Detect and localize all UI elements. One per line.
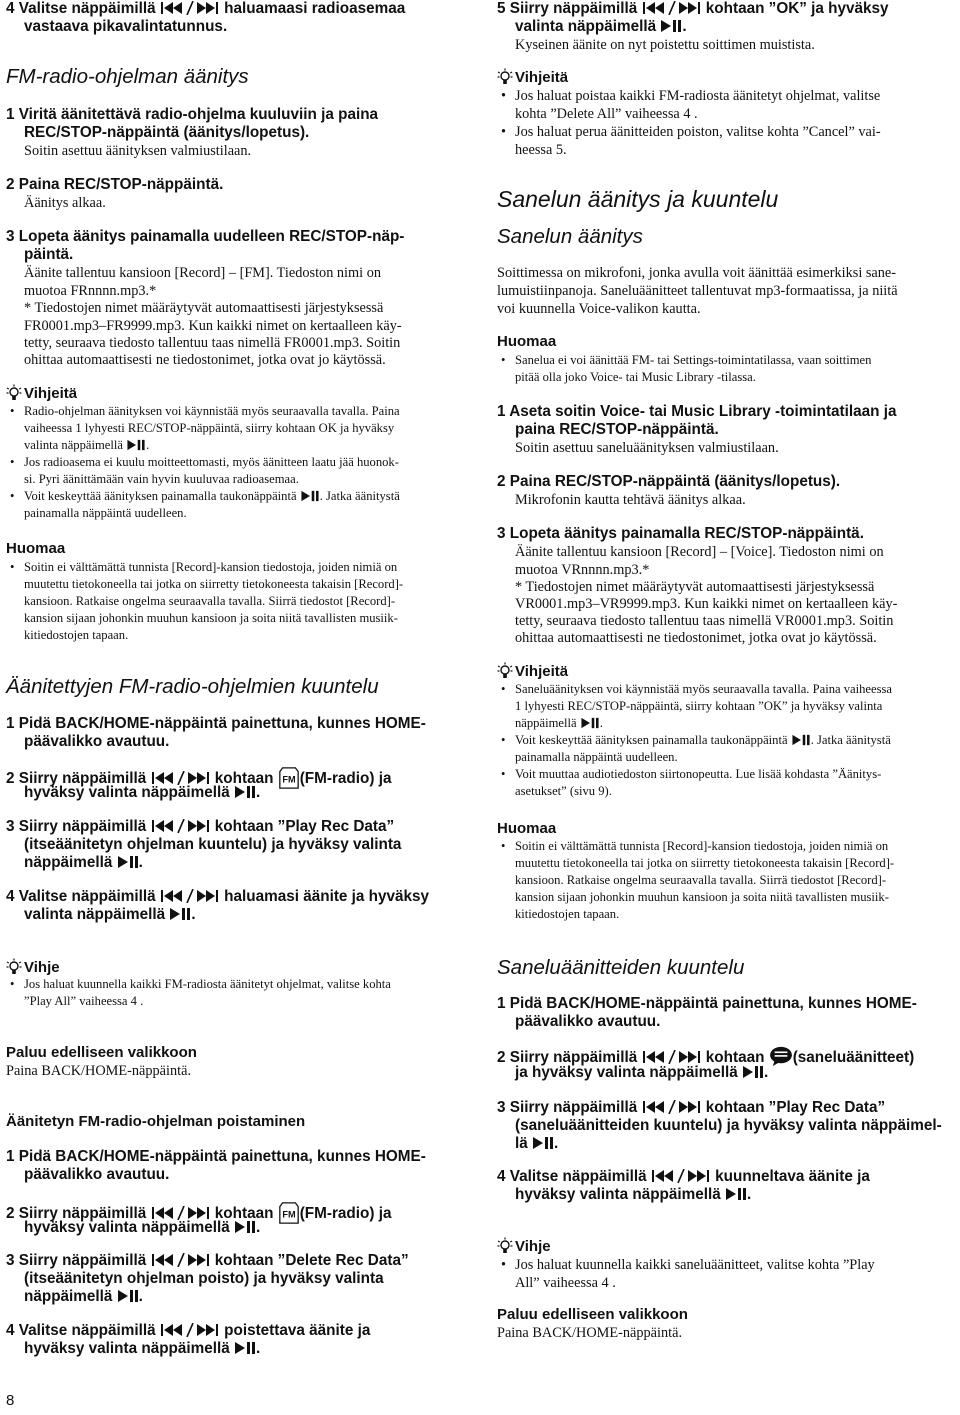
tip-label: Vihje — [515, 1238, 551, 1255]
skip-buttons-icon — [160, 889, 220, 903]
note-item — [6, 559, 468, 644]
page-number: 8 — [6, 1392, 15, 1409]
note-line: Soitin ei välttämättä tunnista [Record]-kansion tiedostoja, joiden nimiä on — [515, 839, 889, 853]
tip-line: asetukset” (sivu 9). — [515, 784, 612, 798]
step-text: hyväksy valinta näppäimellä — [24, 784, 235, 801]
note-line: kitiedostojen tapaan. — [515, 907, 620, 921]
tip-item — [497, 1256, 955, 1292]
step-text: 3 Siirry näppäimillä — [6, 1252, 151, 1269]
dict-listen-step-4 — [497, 1168, 955, 1186]
play-pause-icon — [126, 439, 146, 451]
section-title-dictation-listen: Saneluäänitteiden kuuntelu — [497, 956, 745, 979]
step-5-note: Kyseinen äänite on nyt poistettu soittimen muistista. — [515, 37, 815, 53]
fm-listen-step-3-continued: (itseäänitetyn ohjelman kuuntelu) ja hyväksy valinta — [24, 836, 402, 853]
tip-item — [497, 87, 955, 123]
note-line: muutettu tietokoneella tai jotka on siirretty tietokoneesta takaisin [Record]- — [24, 577, 404, 591]
fm-record-note-line: Äänite tallentuu kansioon [Record] – [FM]. Tiedoston nimi on — [24, 265, 381, 281]
step-text: . — [138, 1288, 143, 1305]
section-title-fm-delete: Äänitetyn FM-radio-ohjelman poistaminen — [6, 1113, 306, 1130]
step-text: haluamaasi radioasemaa — [219, 0, 406, 17]
step-text: . — [256, 784, 261, 801]
step-text: . — [747, 1186, 752, 1203]
tip-line: ”Play All” vaiheessa 4 . — [24, 994, 144, 1008]
tip-line: Jos radioasema ei kuulu moitteettomasti, myös äänitteen laatu jää huonok- — [24, 455, 399, 469]
tip-label: Vihje — [24, 959, 60, 976]
tip-line: kohta ”Delete All” vaiheessa 4 . — [515, 106, 698, 122]
step-text: ja hyväksy valinta näppäimellä — [515, 1064, 743, 1081]
note-line: Sanelua ei voi äänittää FM- tai Settings-toimintatilassa, vaan soittimen — [515, 353, 872, 367]
note-line: pitää olla joko Voice- tai Music Library -tilassa. — [515, 370, 756, 384]
tips-list — [6, 403, 468, 522]
back-heading: Paluu edelliseen valikkoon — [6, 1044, 197, 1061]
tip-line: Saneluäänityksen voi käynnistää myös seuraavalla tavalla. Paina vaiheessa — [515, 682, 892, 696]
tip-item — [6, 454, 468, 488]
step-text: kohtaan — [210, 1205, 278, 1222]
step-text: valinta näppäimellä — [24, 906, 170, 923]
step-text: 4 Valitse näppäimillä — [497, 1168, 651, 1185]
tip-line: valinta näppäimellä — [24, 438, 127, 452]
note-list — [6, 559, 468, 644]
step-text: näppäimellä — [24, 854, 117, 871]
note-item — [497, 838, 955, 923]
tips-list — [497, 681, 955, 800]
fm-delete-step-4-continued — [6, 1340, 468, 1358]
fm-delete-step-2-continued — [6, 1219, 468, 1237]
tip-line: 1 lyhyesti REC/STOP-näppäintä, siirry kohtaan ”OK” ja hyväksy valinta — [515, 699, 883, 713]
dictation-intro-line: Soittimessa on mikrofoni, jonka avulla voit äänittää esimerkiksi sane- — [497, 265, 897, 281]
step-text: 3 Siirry näppäimillä — [497, 1099, 642, 1116]
play-pause-icon — [117, 855, 139, 869]
step-5-ok — [497, 0, 955, 18]
tip-list — [6, 976, 468, 1010]
dictation-note-line: Äänite tallentuu kansioon [Record] – [Voice]. Tiedoston nimi on — [515, 544, 884, 560]
fm-record-step-1-continued: REC/STOP-näppäintä (äänitys/lopetus). — [24, 124, 310, 141]
step-text: . — [554, 1135, 559, 1152]
section-title-dictation: Sanelun äänitys ja kuuntelu — [497, 186, 779, 212]
note-line: kansioon. Ratkaise ongelma seuraavalla tavalla. Siirrä tiedostot [Record]- — [24, 594, 396, 608]
tip-line: . Jatka äänitystä — [319, 489, 400, 503]
step-text: kohtaan — [210, 770, 278, 787]
fm-record-step-3-continued: päintä. — [24, 246, 74, 263]
play-pause-icon — [300, 490, 320, 502]
dict-listen-step-2-continued — [497, 1064, 955, 1082]
tip-item — [497, 766, 955, 800]
dict-listen-step-1-continued: päävalikko avautuu. — [515, 1013, 661, 1030]
step-text: hyväksy valinta näppäimellä — [24, 1219, 235, 1236]
dict-listen-step-4-continued — [497, 1186, 955, 1204]
dictation-intro-line: voi kuunnella Voice-valikon kautta. — [497, 301, 701, 317]
step-text: kohtaan — [701, 1049, 769, 1066]
fm-delete-step-1: 1 Pidä BACK/HOME-näppäintä painettuna, kunnes HOME- — [6, 1148, 426, 1165]
fm-listen-step-1: 1 Pidä BACK/HOME-näppäintä painettuna, kunnes HOME- — [6, 715, 426, 732]
back-text: Paina BACK/HOME-näppäintä. — [6, 1063, 192, 1079]
step-text: kohtaan ”OK” ja hyväksy — [701, 0, 889, 17]
tip-heading — [6, 958, 60, 977]
step-text: haluamasi äänite ja hyväksy — [219, 888, 430, 905]
dictation-step-2: 2 Paina REC/STOP-näppäintä (äänitys/lopetus). — [497, 473, 841, 490]
play-pause-icon — [742, 1065, 764, 1079]
play-pause-icon — [725, 1187, 747, 1201]
tip-line: si. Pyri äänittämään vain hyvin kuuluvaa radioasemaa. — [24, 472, 299, 486]
dictation-note-line: muotoa VRnnnn.mp3.* — [515, 562, 650, 578]
tip-line: . Jatka äänitystä — [810, 733, 891, 747]
dictation-step-1-continued: paina REC/STOP-näppäintä. — [515, 421, 719, 438]
tip-line: Voit keskeyttää äänityksen painamalla taukonäppäintä — [24, 489, 300, 503]
tip-line: . — [599, 716, 603, 730]
step-text: lä — [515, 1135, 533, 1152]
lightbulb-icon — [497, 68, 513, 85]
fm-delete-step-3 — [6, 1252, 468, 1270]
tip-line: All” vaiheessa 4 . — [515, 1275, 616, 1291]
dict-listen-step-1: 1 Pidä BACK/HOME-näppäintä painettuna, kunnes HOME- — [497, 995, 917, 1012]
step-text: (FM-radio) ja — [299, 1205, 392, 1222]
note-list — [497, 352, 955, 386]
note-line: kansioon. Ratkaise ongelma seuraavalla tavalla. Siirrä tiedostot [Record]- — [515, 873, 887, 887]
step-text: . — [682, 18, 687, 35]
play-pause-icon — [532, 1136, 554, 1150]
tips-list — [497, 87, 955, 159]
tips-heading — [497, 68, 568, 87]
dictation-note-line: * Tiedostojen nimet määräytyvät automaattisesti järjestyksessä — [515, 579, 875, 595]
section-title-fm-listen: Äänitettyjen FM-radio-ohjelmien kuuntelu — [6, 675, 379, 698]
dict-listen-step-3-continued: (saneluäänitteiden kuuntelu) ja hyväksy valinta näppäimel- — [515, 1117, 942, 1134]
skip-buttons-icon — [642, 1, 702, 15]
play-pause-icon — [234, 1220, 256, 1234]
note-heading: Huomaa — [6, 540, 66, 557]
tip-heading — [497, 1237, 551, 1256]
step-text: . — [191, 906, 196, 923]
fm-delete-step-3-continued — [6, 1288, 468, 1306]
tip-line: Voit muuttaa audiotiedoston siirtonopeutta. Lue lisää kohdasta ”Äänitys- — [515, 767, 882, 781]
step-text: (saneluäänitteet) — [792, 1049, 915, 1066]
lightbulb-icon — [6, 958, 22, 975]
skip-buttons-icon — [651, 1169, 711, 1183]
dictation-step-2-note: Mikrofonin kautta tehtävä äänitys alkaa. — [515, 492, 746, 508]
fm-record-note-line: FR0001.mp3–FR9999.mp3. Kun kaikki nimet on kertaalleen käy- — [24, 318, 402, 334]
tip-line: painamalla näppäintä uudelleen. — [515, 750, 678, 764]
step-text: hyväksy valinta näppäimellä — [24, 1340, 235, 1357]
skip-buttons-icon — [642, 1050, 702, 1064]
dictation-step-3: 3 Lopeta äänitys painamalla REC/STOP-näppäintä. — [497, 525, 864, 542]
play-pause-icon — [660, 19, 682, 33]
tips-label: Vihjeitä — [24, 385, 78, 402]
note-line: kansion sijaan johonkin muuhun kansioon ja soita niitä tavallisten musiik- — [24, 611, 398, 625]
note-list — [497, 838, 955, 923]
dictation-intro-line: lumuistiinpanoja. Saneluäänitteet tallentuvat mp3-formaatissa, ja niitä — [497, 283, 898, 299]
tip-line: painamalla näppäintä uudelleen. — [24, 506, 187, 520]
step-text: 2 Siirry näppäimillä — [6, 1205, 151, 1222]
fm-record-note-line: muotoa FRnnnn.mp3.* — [24, 283, 157, 299]
fm-delete-step-4 — [6, 1322, 468, 1340]
fm-listen-step-2-continued — [6, 784, 468, 802]
fm-record-step-2-note: Äänitys alkaa. — [24, 195, 106, 211]
fm-record-step-1-note: Soitin asettuu äänityksen valmiustilaan. — [24, 143, 252, 159]
step-text: . — [764, 1064, 769, 1081]
dict-listen-step-3-continued — [497, 1135, 955, 1153]
play-pause-icon — [791, 734, 811, 746]
step-text: valinta näppäimellä — [515, 18, 661, 35]
tip-line: Jos haluat kuunnella kaikki saneluäänitteet, valitse kohta ”Play — [515, 1257, 875, 1273]
note-line: muutettu tietokoneella tai jotka on siirretty tietokoneesta takaisin [Record]- — [515, 856, 895, 870]
note-heading: Huomaa — [497, 333, 557, 350]
step-text: . — [256, 1340, 261, 1357]
dictation-note-line: ohittaa automaattisesti ne tiedostonimet, jotka ovat jo käytössä. — [515, 630, 877, 646]
note-item — [497, 352, 955, 386]
step-text: 4 Valitse näppäimillä — [6, 888, 160, 905]
tip-item — [6, 976, 468, 1010]
fm-listen-step-4-continued — [6, 906, 468, 924]
tip-list — [497, 1256, 955, 1292]
fm-record-step-1: 1 Viritä äänitettävä radio-ohjelma kuuluviin ja paina — [6, 106, 379, 123]
step-4-select-preset — [6, 0, 468, 18]
step-text: (FM-radio) ja — [299, 770, 392, 787]
fm-listen-step-4 — [6, 888, 468, 906]
fm-delete-step-1-continued: päävalikko avautuu. — [24, 1166, 170, 1183]
play-pause-icon — [169, 907, 191, 921]
step-text: kohtaan ”Delete Rec Data” — [210, 1252, 409, 1269]
step-text: poistettava äänite ja — [219, 1322, 371, 1339]
tip-line: . — [146, 438, 150, 452]
tips-label: Vihjeitä — [515, 69, 569, 86]
step-text: . — [256, 1219, 261, 1236]
skip-buttons-icon — [151, 1206, 211, 1220]
tip-line: heessa 5. — [515, 142, 567, 158]
tips-heading — [497, 662, 568, 681]
tips-label: Vihjeitä — [515, 663, 569, 680]
step-text: hyväksy valinta näppäimellä — [515, 1186, 726, 1203]
skip-buttons-icon — [642, 1100, 702, 1114]
note-line: kansion sijaan johonkin muuhun kansioon ja soita niitä tavallisten musiik- — [515, 890, 889, 904]
skip-buttons-icon — [160, 1, 220, 15]
step-text: 3 Siirry näppäimillä — [6, 818, 151, 835]
step-text: kohtaan ”Play Rec Data” — [701, 1099, 886, 1116]
back-heading: Paluu edelliseen valikkoon — [497, 1306, 688, 1323]
dictation-note-line: VR0001.mp3–VR9999.mp3. Kun kaikki nimet on kertaalleen käy- — [515, 596, 898, 612]
step-5-continued — [497, 18, 955, 36]
tip-line: näppäimellä — [515, 716, 580, 730]
skip-buttons-icon — [160, 1323, 220, 1337]
note-line: Soitin ei välttämättä tunnista [Record]-kansion tiedostoja, joiden nimiä on — [24, 560, 398, 574]
tip-item — [6, 488, 468, 522]
tip-line: Jos haluat poistaa kaikki FM-radiosta äänitetyt ohjelmat, valitse — [515, 88, 881, 104]
fm-record-note-line: * Tiedostojen nimet määräytyvät automaattisesti järjestyksessä — [24, 300, 384, 316]
tip-item — [497, 681, 955, 732]
step-text: . — [138, 854, 143, 871]
section-title-fm-record: FM-radio-ohjelman äänitys — [6, 65, 249, 88]
voice-icon — [769, 1046, 793, 1066]
back-text: Paina BACK/HOME-näppäintä. — [497, 1325, 683, 1341]
fm-record-note-line: ohittaa automaattisesti ne tiedostonimet, jotka ovat jo käytössä. — [24, 352, 386, 368]
lightbulb-icon — [497, 662, 513, 679]
fm-delete-step-3-continued: (itseäänitetyn ohjelman poisto) ja hyväksy valinta — [24, 1270, 384, 1287]
dict-listen-step-3 — [497, 1099, 955, 1117]
play-pause-icon — [580, 717, 600, 729]
tip-item — [497, 123, 955, 159]
step-text: näppäimellä — [24, 1288, 117, 1305]
fm-listen-step-3-continued — [6, 854, 468, 872]
tips-heading — [6, 384, 77, 403]
step-text: kohtaan ”Play Rec Data” — [210, 818, 395, 835]
lightbulb-icon — [6, 384, 22, 401]
skip-buttons-icon — [151, 1253, 211, 1267]
step-4-continued: vastaava pikavalintatunnus. — [24, 18, 228, 35]
fm-listen-step-1-continued: päävalikko avautuu. — [24, 733, 170, 750]
play-pause-icon — [234, 785, 256, 799]
tip-line: Jos haluat perua äänitteiden poiston, valitse kohta ”Cancel” vai- — [515, 124, 881, 140]
tip-line: Jos haluat kuunnella kaikki FM-radiosta äänitetyt ohjelmat, valitse kohta — [24, 977, 391, 991]
fm-record-step-2: 2 Paina REC/STOP-näppäintä. — [6, 176, 224, 193]
fm-listen-step-3 — [6, 818, 468, 836]
step-text: 4 Valitse näppäimillä — [6, 1322, 160, 1339]
note-heading: Huomaa — [497, 820, 557, 837]
fm-record-step-3: 3 Lopeta äänitys painamalla uudelleen REC/STOP-näp- — [6, 228, 405, 245]
step-text: 4 Valitse näppäimillä — [6, 0, 160, 17]
step-text: 2 Siirry näppäimillä — [497, 1049, 642, 1066]
tip-line: Voit keskeyttää äänityksen painamalla taukonäppäintä — [515, 733, 791, 747]
fm-record-note-line: tetty, seuraava tiedosto tallentuu taas nimellä FR0001.mp3. Soitin — [24, 335, 401, 351]
dictation-step-1: 1 Aseta soitin Voice- tai Music Library -toimintatilaan ja — [497, 403, 897, 420]
tip-item — [497, 732, 955, 766]
step-text: kuunneltava äänite ja — [710, 1168, 870, 1185]
step-text: 2 Siirry näppäimillä — [6, 770, 151, 787]
tip-line: Radio-ohjelman äänityksen voi käynnistää myös seuraavalla tavalla. Paina — [24, 404, 400, 418]
tip-item — [6, 403, 468, 454]
section-subtitle-dictation-record: Sanelun äänitys — [497, 225, 643, 248]
play-pause-icon — [117, 1289, 139, 1303]
dictation-step-1-note: Soitin asettuu saneluäänityksen valmiustilaan. — [515, 440, 779, 456]
note-line: kitiedostojen tapaan. — [24, 628, 129, 642]
skip-buttons-icon — [151, 771, 211, 785]
dictation-note-line: tetty, seuraava tiedosto tallentuu taas nimellä VR0001.mp3. Soitin — [515, 613, 894, 629]
tip-line: vaiheessa 1 lyhyesti REC/STOP-näppäintä, siirry kohtaan OK ja hyväksy — [24, 421, 395, 435]
play-pause-icon — [234, 1341, 256, 1355]
step-text: 5 Siirry näppäimillä — [497, 0, 642, 17]
lightbulb-icon — [497, 1237, 513, 1254]
skip-buttons-icon — [151, 819, 211, 833]
